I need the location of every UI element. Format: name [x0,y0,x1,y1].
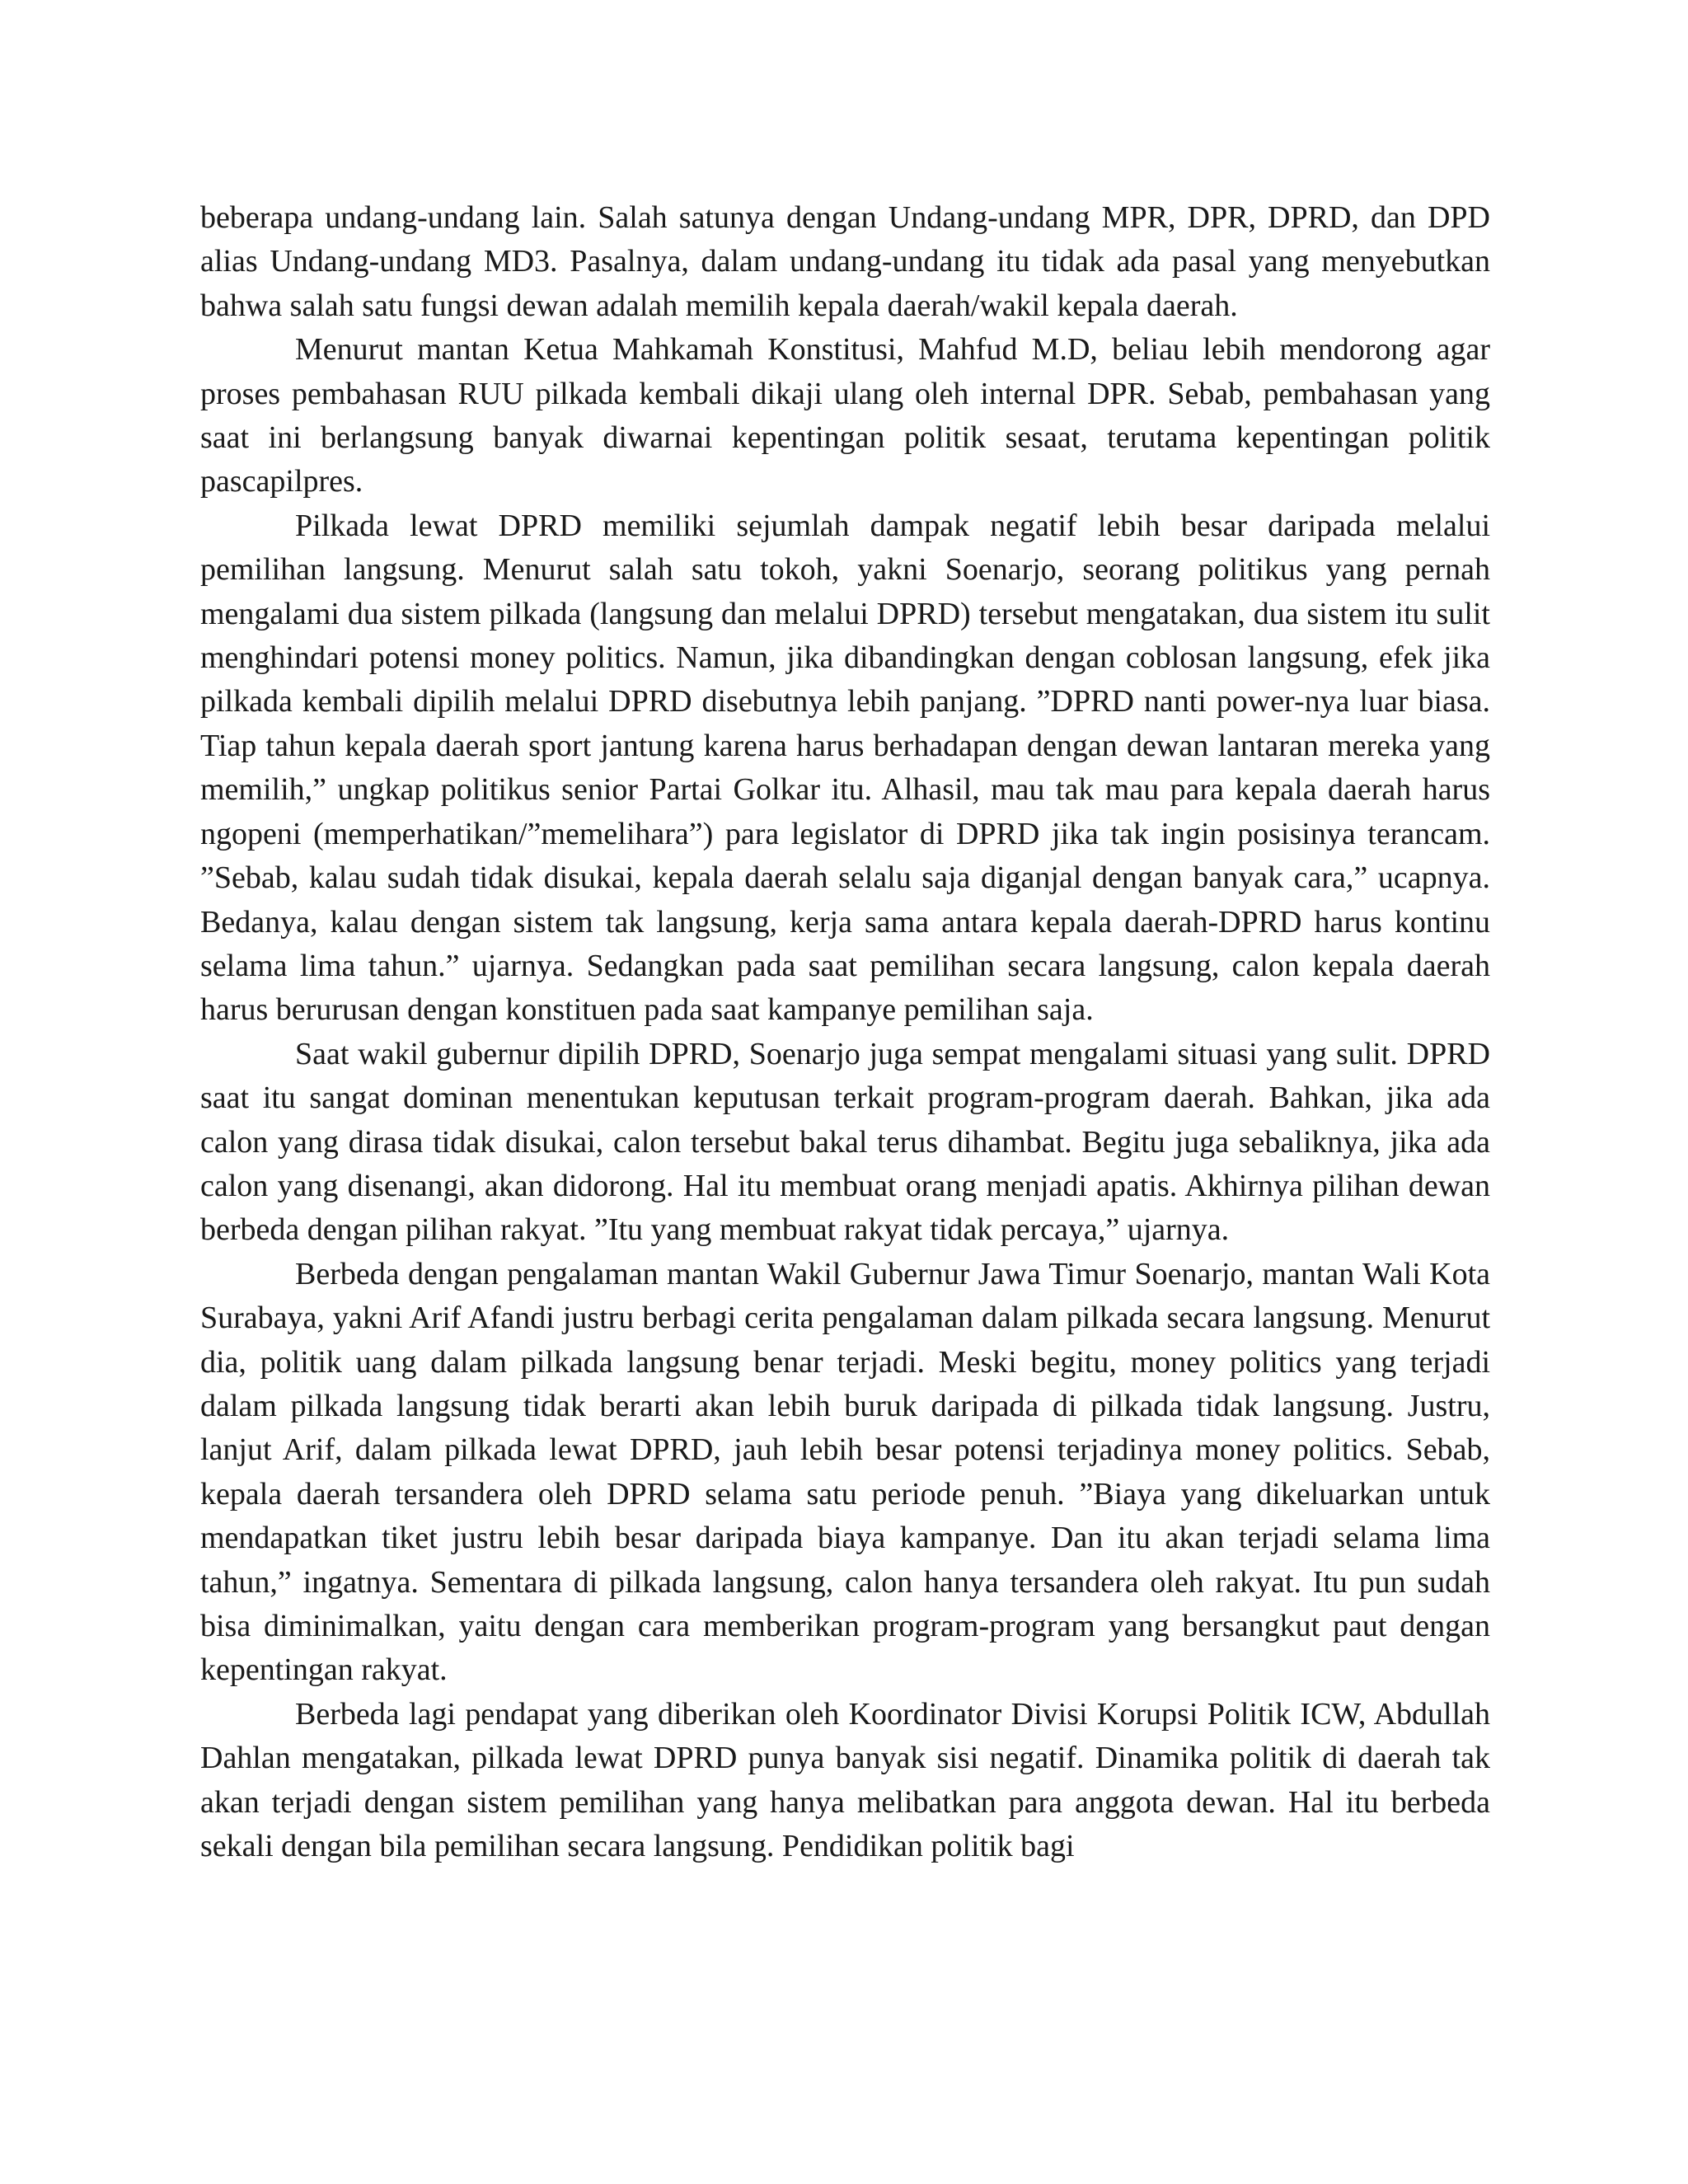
paragraph-mahfud: Menurut mantan Ketua Mahkamah Konstitusi, Mahfud M.D, beliau lebih mendorong agar proses pembahasan RUU pilkada kembali dikaji ulang oleh internal DPR. Sebab, pembahasan yang saat ini berlangsung banyak diwarnai kepentingan politik sesaat, terutama kepentingan politik pascapilpres. [200,332,1490,499]
paragraph-soenarjo-experience: Saat wakil gubernur dipilih DPRD, Soenarjo juga sempat mengalami situasi yang sulit. DPRD saat itu sangat dominan menentukan keputusan terkait program-program daerah. Bahkan, jika ada calon yang dirasa tidak disukai, calon tersebut bakal terus dihambat. Begitu juga sebaliknya, jika ada calon yang disenangi, akan didorong. Hal itu membuat orang menjadi apatis. Akhirnya pilihan dewan berbeda dengan pilihan rakyat. ”Itu yang membuat rakyat tidak percaya,” ujarnya. [200,1036,1490,1248]
paragraph-abdullah-dahlan: Berbeda lagi pendapat yang diberikan oleh Koordinator Divisi Korupsi Politik ICW, Abdullah Dahlan mengatakan, pilkada lewat DPRD punya banyak sisi negatif. Dinamika politik di daerah tak akan terjadi dengan sistem pemilihan yang hanya melibatkan para anggota dewan. Hal itu berbeda sekali dengan bila pemilihan secara langsung. Pendidikan politik bagi [200,1696,1490,1864]
paragraph-soenarjo-impact: Pilkada lewat DPRD memiliki sejumlah dampak negatif lebih besar daripada melalui pemilihan langsung. Menurut salah satu tokoh, yakni Soenarjo, seorang politikus yang pernah mengalami dua sistem pilkada (langsung dan melalui DPRD) tersebut mengatakan, dua sistem itu sulit menghindari potensi money politics. Namun, jika dibandingkan dengan coblosan langsung, efek jika pilkada kembali dipilih melalui DPRD disebutnya lebih panjang. ”DPRD nanti power-nya luar biasa. Tiap tahun kepala daerah sport jantung karena harus berhadapan dengan dewan lantaran mereka yang memilih,” ungkap politikus senior Partai Golkar itu. Alhasil, mau tak mau para kepala daerah harus ngopeni (memperhatikan/”memelihara”) para legislator di DPRD jika tak ingin posisinya terancam. ”Sebab, kalau sudah tidak disukai, kepala daerah selalu saja diganjal dengan banyak cara,” ucapnya. Bedanya, kalau dengan sistem tak langsung, kerja sama antara kepala daerah-DPRD harus kontinu selama lima tahun.” ujarnya. Sedangkan pada saat pemilihan secara langsung, calon kepala daerah harus berurusan dengan konstituen pada saat kampanye pemilihan saja. [200,508,1490,1028]
body-text [200,196,1490,1868]
paragraph-continuation: beberapa undang-undang lain. Salah satunya dengan Undang-undang MPR, DPR, DPRD, dan DPD alias Undang-undang MD3. Pasalnya, dalam undang-undang itu tidak ada pasal yang menyebutkan bahwa salah satu fungsi dewan adalah memilih kepala daerah/wakil kepala daerah. [200,200,1490,323]
paragraph-arif-afandi: Berbeda dengan pengalaman mantan Wakil Gubernur Jawa Timur Soenarjo, mantan Wali Kota Surabaya, yakni Arif Afandi justru berbagi cerita pengalaman dalam pilkada secara langsung. Menurut dia, politik uang dalam pilkada langsung benar terjadi. Meski begitu, money politics yang terjadi dalam pilkada langsung tidak berarti akan lebih buruk daripada di pilkada tidak langsung. Justru, lanjut Arif, dalam pilkada lewat DPRD, jauh lebih besar potensi terjadinya money politics. Sebab, kepala daerah tersandera oleh DPRD selama satu periode penuh. ”Biaya yang dikeluarkan untuk mendapatkan tiket justru lebih besar daripada biaya kampanye. Dan itu akan terjadi selama lima tahun,” ingatnya. Sementara di pilkada langsung, calon hanya tersandera oleh rakyat. Itu pun sudah bisa diminimalkan, yaitu dengan cara memberikan program-program yang bersangkut paut dengan kepentingan rakyat. [200,1256,1490,1688]
